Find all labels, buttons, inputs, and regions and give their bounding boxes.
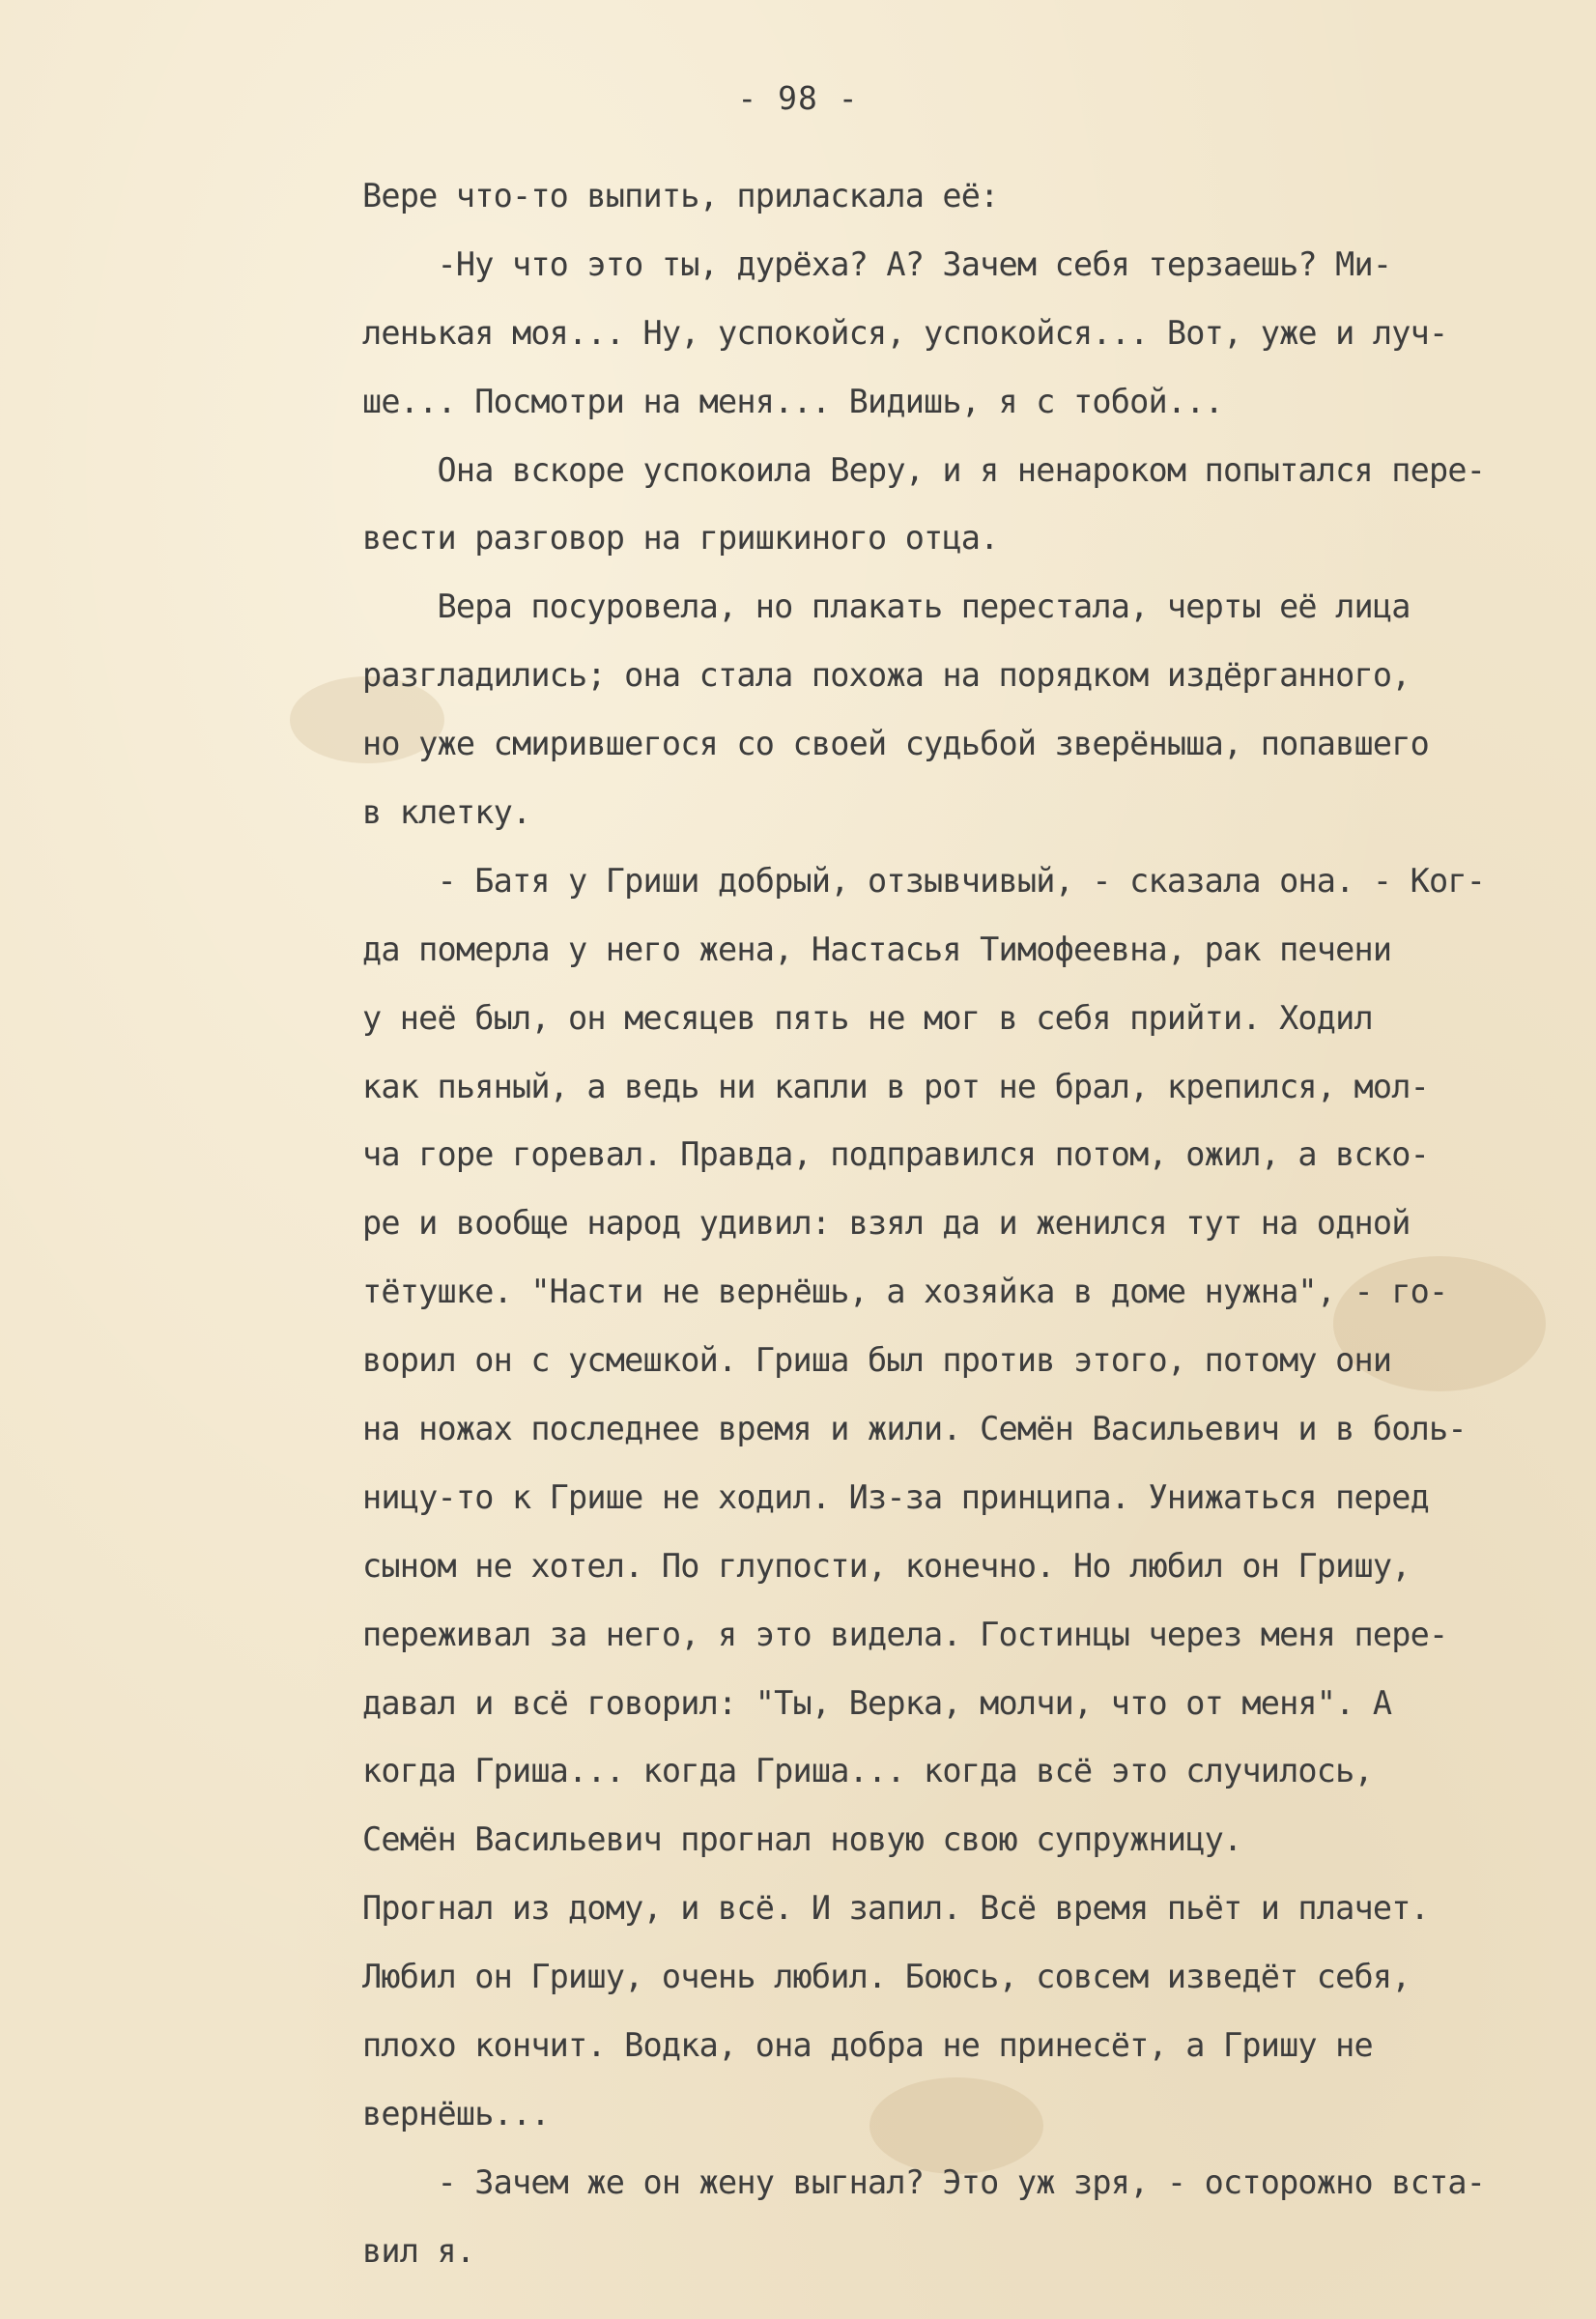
text-line: вернёшь... (362, 2094, 550, 2133)
text-line: сыном не хотел. По глупости, конечно. Но любил он Гришу, (362, 1546, 1411, 1585)
text-line: Семён Васильевич прогнал новую свою супружницу. (362, 1820, 1242, 1859)
text-line: ленькая моя... Ну, успокойся, успокойся... Вот, уже и луч- (362, 313, 1448, 352)
text-line: вести разговор на гришкиного отца. (362, 519, 999, 558)
text-line: - Батя у Гриши добрый, отзывчивый, - сказала она. - Ког- (362, 861, 1486, 900)
text-line: как пьяный, а ведь ни капли в рот не брал, крепился, мол- (362, 1067, 1430, 1105)
text-line: ча горе горевал. Правда, подправился потом, ожил, а вско- (362, 1135, 1430, 1174)
text-line: да померла у него жена, Настасья Тимофеевна, рак печени (362, 930, 1392, 968)
text-line: Любил он Гришу, очень любил. Боюсь, совсем изведёт себя, (362, 1958, 1411, 1996)
text-line: ше... Посмотри на меня... Видишь, я с тобой... (362, 382, 1223, 420)
page-number: - 98 - (737, 79, 859, 117)
text-line: ворил он с усмешкой. Гриша был против этого, потому они (362, 1341, 1392, 1380)
text-line: тётушке. "Насти не вернёшь, а хозяйка в доме нужна", - го- (362, 1273, 1448, 1311)
text-line: ре и вообще народ удивил: взял да и женился тут на одной (362, 1204, 1411, 1243)
text-line: давал и всё говорил: "Ты, Верка, молчи, что от меня". А (362, 1683, 1392, 1722)
text-line: переживал за него, я это видела. Гостинцы через меня пере- (362, 1615, 1448, 1653)
text-line: когда Гриша... когда Гриша... когда всё это случилось, (362, 1752, 1373, 1790)
text-line: -Ну что это ты, дурёха? А? Зачем себя терзаешь? Ми- (362, 244, 1392, 283)
text-line: в клетку. (362, 793, 531, 832)
text-line: Прогнал из дому, и всё. И запил. Всё время пьёт и плачет. (362, 1889, 1430, 1928)
text-line: - Зачем же он жену выгнал? Это уж зря, - осторожно вста- (362, 2162, 1486, 2201)
text-line: на ножах последнее время и жили. Семён Васильевич и в боль- (362, 1410, 1467, 1448)
text-line: но уже смирившегося со своей судьбой зверёныша, попавшего (362, 725, 1430, 763)
text-line: разгладились; она стала похожа на порядком издёрганного, (362, 656, 1411, 695)
text-line: у неё был, он месяцев пять не мог в себя прийти. Ходил (362, 998, 1373, 1037)
text-line: ницу-то к Грише не ходил. Из-за принципа. Унижаться перед (362, 1477, 1430, 1516)
text-line: Вера посуровела, но плакать перестала, черты её лица (362, 587, 1411, 626)
text-line: плохо кончит. Водка, она добра не принесёт, а Гришу не (362, 2026, 1373, 2065)
text-line: Вере что-то выпить, приласкала её: (362, 177, 999, 215)
body-text (362, 162, 1589, 2286)
text-line: вил я. (362, 2231, 475, 2270)
text-line: Она вскоре успокоила Веру, и я ненароком попытался пере- (362, 450, 1486, 489)
